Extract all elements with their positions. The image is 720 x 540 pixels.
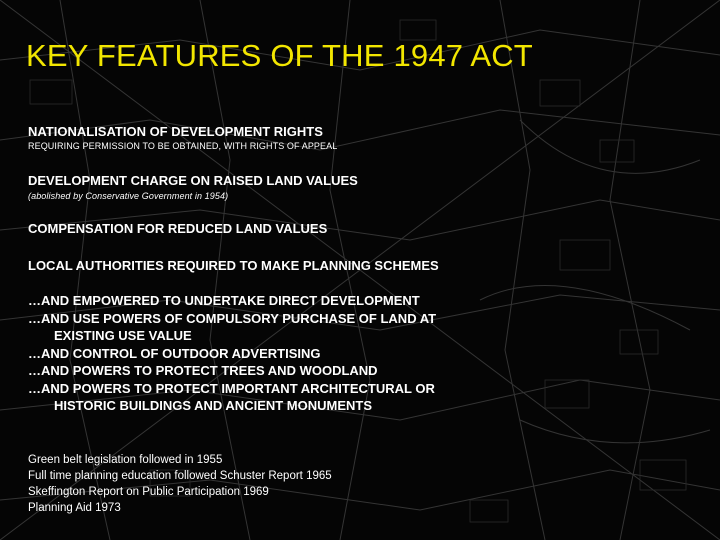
list-item-continuation: EXISTING USE VALUE xyxy=(54,328,192,343)
footnotes xyxy=(28,452,332,516)
list-item-text: …AND USE POWERS OF COMPULSORY PURCHASE OF LAND AT xyxy=(28,310,437,326)
section-subtext-abolished: (abolished by Conservative Government in 1954) xyxy=(28,191,229,201)
list-item xyxy=(28,380,436,415)
slide-title: KEY FEATURES OF THE 1947 ACT xyxy=(26,38,533,73)
powers-list xyxy=(28,292,436,415)
list-item-text: …AND POWERS TO PROTECT TREES AND WOODLAND xyxy=(28,363,378,378)
list-item-text: …AND POWERS TO PROTECT IMPORTANT ARCHITECTURAL OR xyxy=(28,380,435,396)
section-heading-local-authorities: LOCAL AUTHORITIES REQUIRED TO MAKE PLANNING SCHEMES xyxy=(28,258,439,273)
footnote-green-belt: Green belt legislation followed in 1955 xyxy=(28,454,223,466)
footnote-planning-education: Full time planning education followed Schuster Report 1965 xyxy=(28,470,332,482)
list-item xyxy=(28,362,436,380)
section-heading-development-charge: DEVELOPMENT CHARGE ON RAISED LAND VALUES xyxy=(28,173,358,188)
list-item xyxy=(28,345,436,363)
list-item-text: …AND CONTROL OF OUTDOOR ADVERTISING xyxy=(28,345,321,361)
section-heading-nationalisation: NATIONALISATION OF DEVELOPMENT RIGHTS xyxy=(28,124,323,139)
footnote-skeffington: Skeffington Report on Public Participation 1969 xyxy=(28,486,269,498)
list-item-continuation: HISTORIC BUILDINGS AND ANCIENT MONUMENTS xyxy=(54,398,373,413)
footnote-planning-aid: Planning Aid 1973 xyxy=(28,502,121,514)
list-item-text: …AND EMPOWERED TO UNDERTAKE DIRECT DEVELOPMENT xyxy=(28,293,420,308)
list-item xyxy=(28,310,436,345)
section-subtext-permission: REQUIRING PERMISSION TO BE OBTAINED, WITH RIGHTS OF APPEAL xyxy=(28,141,338,151)
section-heading-compensation: COMPENSATION FOR REDUCED LAND VALUES xyxy=(28,221,328,236)
list-item xyxy=(28,292,436,310)
